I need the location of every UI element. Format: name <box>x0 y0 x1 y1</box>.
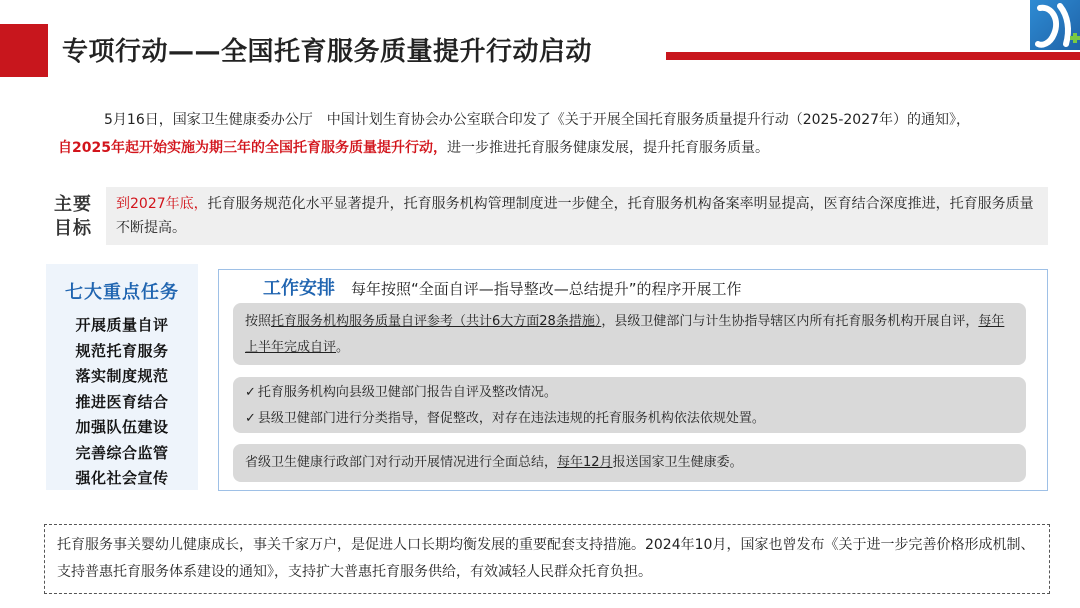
checklist-item <box>245 380 1014 406</box>
task-item: 完善综合监管 <box>75 443 169 462</box>
brand-logo <box>1030 0 1080 50</box>
card-underlined-text: 每年12月 <box>557 455 613 470</box>
task-item: 推进医育结合 <box>75 392 169 411</box>
intro-highlight: 自2025年起开始实施为期三年的全国托育服务质量提升行动， <box>58 140 447 156</box>
card-text: ，县级卫健部门与计生协指导辖区内所有托育服务机构开展自评， <box>601 314 979 329</box>
task-item: 开展质量自评 <box>75 316 169 334</box>
check-icon: ✓ <box>245 411 256 426</box>
goals-text: 托育服务规范化水平显著提升，托育服务机构管理制度进一步健全，托育服务机构备案率明显提高，医育结合深度推进，托育服务质量不断提高。 <box>116 196 1034 236</box>
title-accent-block <box>0 24 48 77</box>
title-accent-bar <box>666 52 1080 60</box>
summary-note-box <box>44 524 1050 594</box>
card-text: 省级卫生健康行政部门对行动开展情况进行全面总结， <box>245 455 558 470</box>
goals-box <box>106 187 1048 245</box>
checklist-text: 托育服务机构向县级卫健部门报告自评及整改情况。 <box>257 385 557 400</box>
card-text: 报送国家卫生健康委。 <box>612 455 743 470</box>
check-icon: ✓ <box>245 385 256 400</box>
intro-paragraph <box>58 106 1048 162</box>
task-item: 加强队伍建设 <box>75 418 169 436</box>
intro-second-line <box>58 134 1048 162</box>
task-item: 强化社会宣传 <box>75 469 169 487</box>
intro-tail: 进一步推进托育服务健康发展，提升托育服务质量。 <box>446 140 769 156</box>
key-tasks-title: 七大重点任务 <box>65 282 179 303</box>
task-item: 规范托育服务 <box>75 341 169 360</box>
summary-text: 托育服务事关婴幼儿健康成长，事关千家万户，是促进人口长期均衡发展的重要配套支持措施。2024年10月，国家也曾发布《关于进一步完善价格形成机制、支持普惠托育服务体系建设的通知》，支持扩大普惠托育服务供给，有效减轻人民群众托育负担。 <box>57 537 1035 580</box>
goals-label: 主要目标 <box>54 194 92 239</box>
work-arrangement-header <box>263 274 742 300</box>
card-underlined-text: 托育服务机构服务质量自评参考（共计6大方面28条措施） <box>271 314 602 329</box>
card-text: 。 <box>336 340 350 355</box>
work-arrangement-frame <box>218 269 1048 491</box>
checklist-item <box>245 406 1014 432</box>
intro-line: 5月16日，国家卫生健康委办公厅 中国计划生育协会办公室联合印发了《关于开展全国托育服务质量提升行动（2025-2027年）的通知》， <box>104 112 971 128</box>
work-arrangement-subtitle: 每年按照“全面自评—指导整改—总结提升”的程序开展工作 <box>351 280 742 298</box>
goals-highlight: 到2027年底， <box>116 196 208 212</box>
checklist-text: 县级卫健部门进行分类指导，督促整改，对存在违法违规的托育服务机构依法依规处置。 <box>257 411 765 426</box>
rectification-card <box>233 377 1026 433</box>
key-tasks-panel <box>46 264 198 490</box>
card-text: 按照 <box>245 314 272 329</box>
summary-report-card <box>233 444 1026 482</box>
task-item: 落实制度规范 <box>75 367 169 385</box>
card-underlined-text: 每年上半年完成自评 <box>245 314 1005 355</box>
self-assessment-card <box>233 303 1026 365</box>
page-title: 专项行动——全国托育服务质量提升行动启动 <box>62 37 593 67</box>
work-arrangement-title: 工作安排 <box>263 278 335 299</box>
